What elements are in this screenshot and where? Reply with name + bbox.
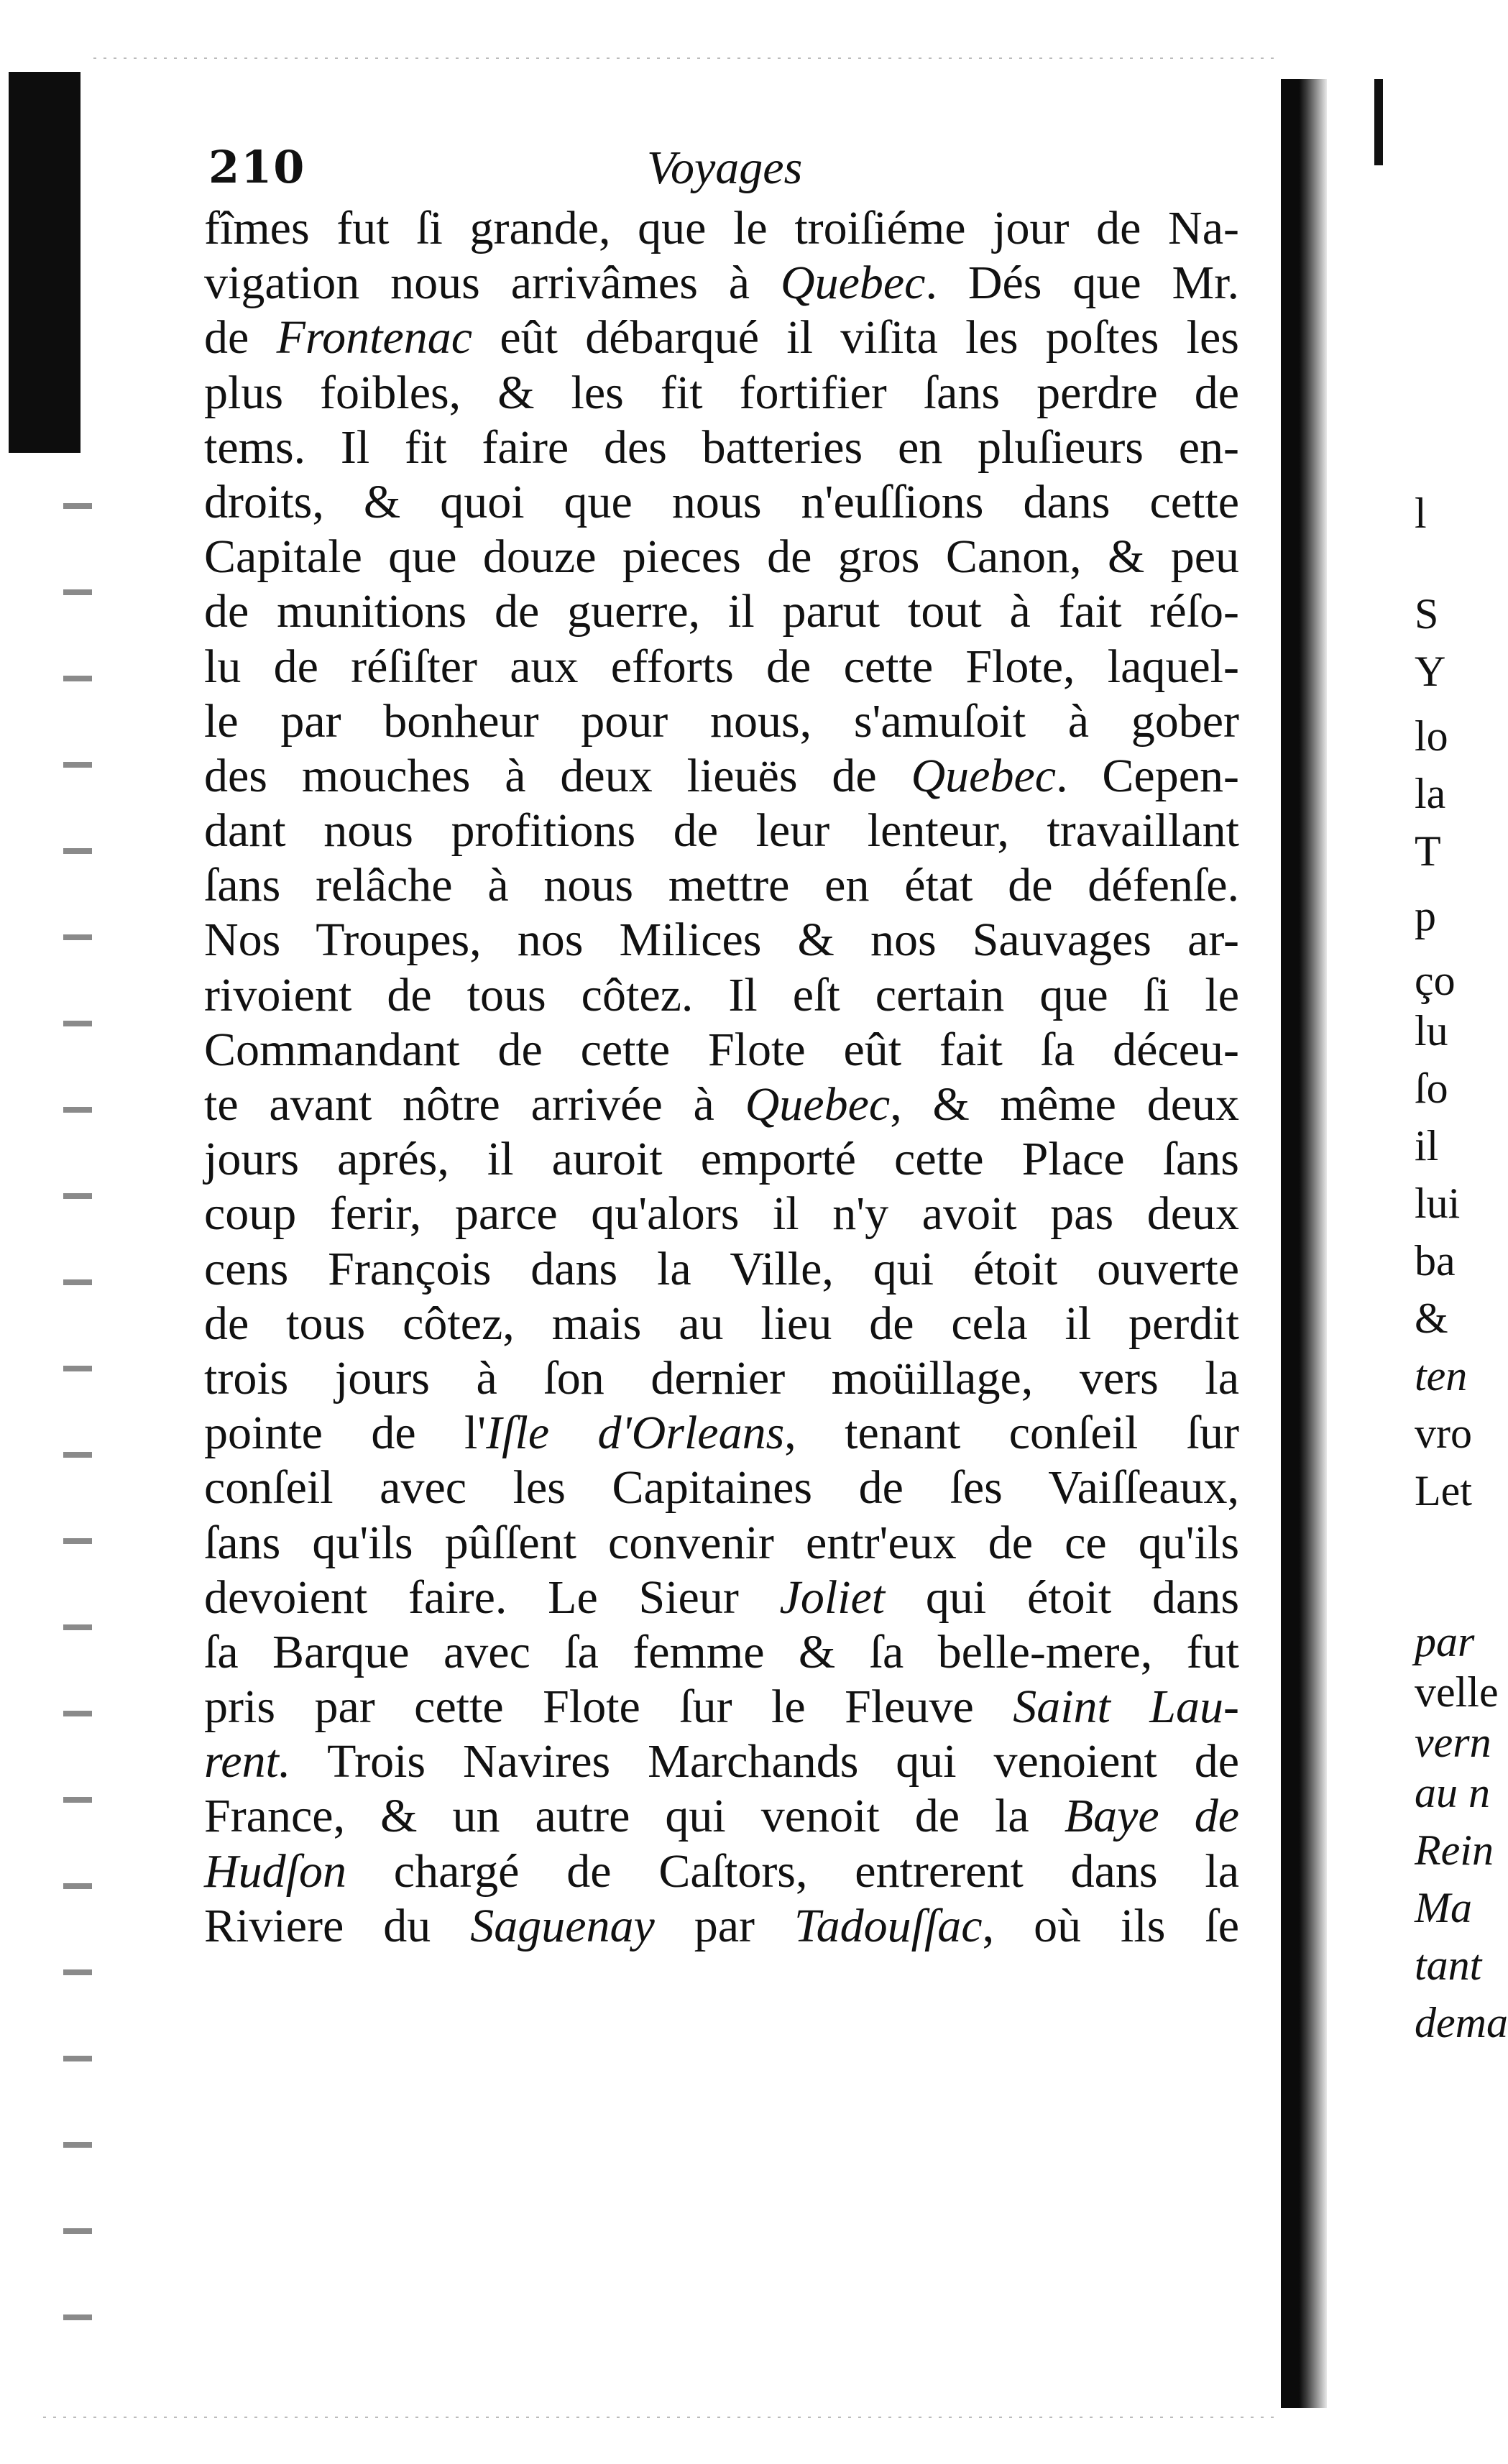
facing-page-line: vern <box>1415 1719 1491 1766</box>
text-line: conſeil avec les Capitaines de ſes Vaiſſeaux, <box>204 1461 1239 1514</box>
text-line: le par bonheur pour nous, s'amuſoit à gober <box>204 694 1239 748</box>
text-line: vigation nous arrivâmes à Quebec. Dés que Mr. <box>204 257 1239 310</box>
text-line: des mouches à deux lieuës de Quebec. Cepen- <box>204 749 1239 802</box>
text-line: ſans relâche à nous mettre en état de défenſe. <box>204 859 1239 912</box>
facing-page-line: l <box>1415 489 1427 537</box>
book-gutter-shadow <box>1281 79 1327 2408</box>
text-line: pris par cette Flote ſur le Fleuve Saint Lau- <box>204 1681 1239 1734</box>
text-line: ſans qu'ils pûſſent convenir entr'eux de ce qu'ils <box>204 1516 1239 1569</box>
facing-page-line: tant <box>1415 1941 1482 1989</box>
text-line: cens François dans la Ville, qui étoit ouverte <box>204 1242 1239 1295</box>
text-line: fîmes fut ſi grande, que le troiſiéme jour de Na- <box>204 202 1239 254</box>
facing-page-line: S <box>1415 590 1439 638</box>
text-line: lu de réſiſter aux efforts de cette Flote, laquel- <box>204 640 1239 693</box>
facing-page-line: Let <box>1415 1467 1472 1514</box>
facing-page-line: ſo <box>1415 1065 1448 1112</box>
text-line: Commandant de cette Flote eût fait ſa déceu- <box>204 1023 1239 1076</box>
facing-page-line: vro <box>1415 1410 1472 1457</box>
facing-page-line: dema <box>1415 1999 1508 2046</box>
text-line: rivoient de tous côtez. Il eſt certain que ſi le <box>204 968 1239 1021</box>
text-line: Hudſon chargé de Caſtors, entrerent dans la <box>204 1844 1239 1898</box>
facing-page-line: Rein <box>1415 1826 1494 1874</box>
scan-bottom-edge <box>43 2417 1279 2418</box>
facing-page-line: ba <box>1415 1237 1456 1284</box>
text-line: plus foibles, & les fit fortifier ſans perdre de <box>204 366 1239 419</box>
text-line: te avant nôtre arrivée à Quebec, & même deux <box>204 1078 1239 1131</box>
text-line: Capitale que douze pieces de gros Canon, & peu <box>204 530 1239 584</box>
text-line: ſa Barque avec ſa femme & ſa belle-mere, fut <box>204 1625 1239 1678</box>
facing-page-line: velle <box>1415 1668 1499 1716</box>
gutter-top-mark <box>1374 79 1383 165</box>
text-line: devoient faire. Le Sieur Joliet qui étoit dans <box>204 1571 1239 1624</box>
text-line: dant nous profitions de leur lenteur, travaillant <box>204 804 1239 858</box>
text-line: droits, & quoi que nous n'euſſions dans cette <box>204 475 1239 528</box>
facing-page-line: lu <box>1415 1007 1448 1054</box>
facing-page-line: il <box>1415 1122 1439 1169</box>
text-line: de munitions de guerre, il parut tout à fait réſo- <box>204 585 1239 638</box>
scan-left-margin-marks <box>63 460 92 2365</box>
page-header <box>208 141 1243 206</box>
facing-page-line: T <box>1415 827 1441 875</box>
running-title: Voyages <box>647 142 803 194</box>
text-line: coup ferir, parce qu'alors il n'y avoit pas deux <box>204 1187 1239 1241</box>
scan-top-edge <box>93 58 1279 59</box>
text-line: de Frontenac eût débarqué il viſita les poſtes les <box>204 311 1239 364</box>
facing-page-line: lo <box>1415 712 1448 760</box>
text-line: trois jours à ſon dernier moüillage, vers la <box>204 1351 1239 1405</box>
text-line: rent. Trois Navires Marchands qui venoient de <box>204 1735 1239 1788</box>
body-text <box>204 201 1239 1954</box>
text-line: Nos Troupes, nos Milices & nos Sauvages ar- <box>204 914 1239 967</box>
text-line: jours aprés, il auroit emporté cette Place ſans <box>204 1133 1239 1186</box>
scan-left-border <box>9 72 81 453</box>
text-line: Riviere du Saguenay par Tadouſſac, où ils ſe <box>204 1899 1239 1952</box>
facing-page-line: Ma <box>1415 1884 1472 1931</box>
facing-page-line: au n <box>1415 1769 1490 1816</box>
facing-page-line: p <box>1415 892 1436 939</box>
facing-page-line: ço <box>1415 957 1456 1004</box>
text-line: de tous côtez, mais au lieu de cela il perdit <box>204 1297 1239 1350</box>
facing-page-line: Y <box>1415 648 1446 695</box>
facing-page-line: la <box>1415 770 1446 817</box>
text-line: pointe de l'Iſle d'Orleans, tenant conſeil ſur <box>204 1407 1239 1460</box>
facing-page-line: ten <box>1415 1352 1468 1399</box>
text-line: tems. Il fit faire des batteries en pluſieurs en- <box>204 420 1239 474</box>
text-line: France, & un autre qui venoit de la Baye de <box>204 1790 1239 1843</box>
facing-page-line: par <box>1415 1618 1475 1665</box>
facing-page-line: & <box>1415 1295 1448 1342</box>
page-number: 210 <box>208 141 306 193</box>
facing-page-line: lui <box>1415 1180 1461 1227</box>
facing-page-fragment <box>1415 0 1508 2464</box>
